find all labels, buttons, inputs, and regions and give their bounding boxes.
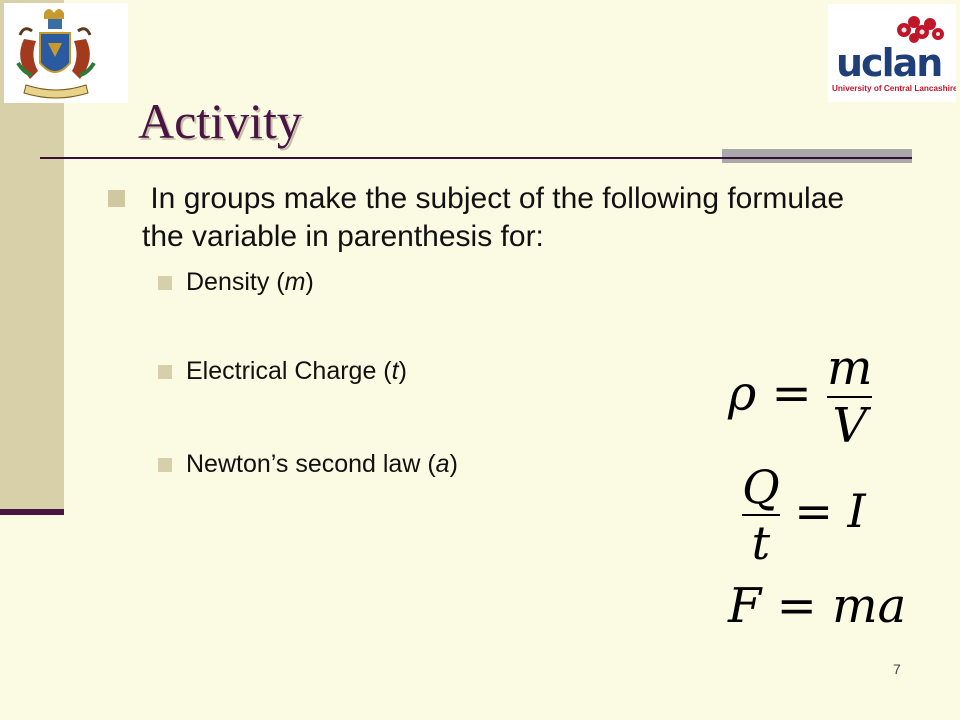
formula-rhs: ma — [832, 578, 907, 634]
uclan-rose-icon — [828, 4, 956, 102]
title-rule-accent — [722, 149, 912, 163]
title-underline — [40, 157, 912, 159]
sub-bullet-close: ) — [398, 357, 407, 385]
formula-rho: ρ — [728, 365, 757, 422]
sub-bullet-label: Newton’s second law ( — [186, 450, 436, 478]
sub-bullet-density — [158, 268, 314, 297]
sub-bullet-close: ) — [449, 450, 458, 478]
square-bullet-icon — [158, 458, 172, 472]
formula-lhs: F — [728, 578, 762, 634]
sub-bullet-variable: t — [391, 357, 399, 385]
sub-bullet-variable: a — [435, 450, 450, 478]
formula-numerator: Q — [742, 460, 780, 514]
charge-formula — [742, 460, 866, 570]
slide-title: Activity — [138, 93, 302, 149]
main-bullet-text: In groups make the subject of the following formulae the variable in parenthesis for: — [142, 182, 853, 253]
svg-text:University of Central Lancashi: University of Central Lancashire — [832, 84, 956, 93]
sub-bullet-newton — [158, 450, 458, 479]
coat-of-arms-icon — [4, 3, 128, 103]
formula-rhs: I — [847, 484, 866, 538]
left-band-divider — [0, 509, 64, 515]
sub-bullet-label: Electrical Charge ( — [186, 357, 392, 385]
square-bullet-icon — [108, 190, 125, 207]
formula-fraction — [827, 340, 873, 454]
density-formula — [728, 340, 872, 454]
sub-bullet-charge — [158, 357, 407, 386]
square-bullet-icon — [158, 365, 172, 379]
main-bullet — [108, 180, 853, 256]
formula-denominator: V — [832, 398, 868, 454]
sub-bullet-label: Density ( — [186, 268, 285, 296]
formula-equals: = — [771, 365, 812, 422]
uclan-logo — [828, 4, 956, 102]
formula-numerator: m — [826, 340, 873, 396]
square-bullet-icon — [158, 276, 172, 290]
sub-bullet-close: ) — [305, 268, 314, 296]
newton-formula — [728, 578, 906, 634]
formula-equals: = — [776, 578, 817, 634]
formula-denominator: t — [751, 516, 771, 570]
svg-text:uclan: uclan — [836, 41, 942, 85]
crest-logo — [4, 3, 128, 103]
page-number: 7 — [893, 661, 901, 677]
formula-fraction — [742, 460, 780, 570]
formula-equals: = — [794, 484, 833, 538]
sub-bullet-variable: m — [284, 268, 306, 296]
